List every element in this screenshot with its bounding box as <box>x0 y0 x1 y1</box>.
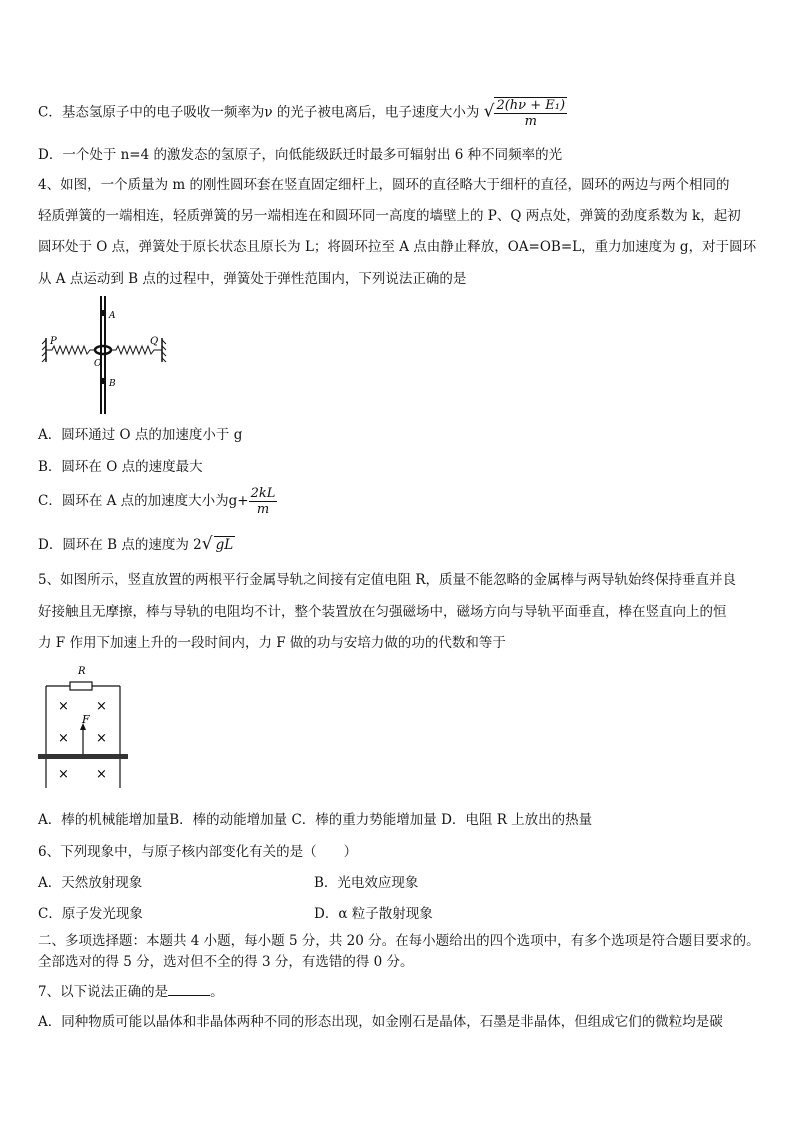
label-a: A <box>109 311 116 321</box>
svg-text:×: × <box>58 699 69 714</box>
rail-circuit-figure <box>36 666 132 790</box>
section-2-heading-line2: 全部选对的得 5 分，选对但不全的得 3 分，有选错的得 0 分。 <box>38 954 414 970</box>
question-7-stem: 7、以下说法正确的是 。 <box>38 984 224 1000</box>
question-5-options: A．棒的机械能增加量B．棒的动能增加量 C．棒的重力势能增加量 D．电阻 R 上放出的热量 <box>38 812 593 828</box>
question-4-option-d: D．圆环在 B 点的速度为 2√ gL <box>38 534 234 554</box>
question-4-stem-line2: 轻质弹簧的一端相连，轻质弹簧的另一端相连在和圆环同一高度的墙壁上的 P、Q 两点处，弹簧的劲度系数为 k，起初 <box>38 208 741 224</box>
question-6-option-d: D．α 粒子散射现象 <box>314 906 433 922</box>
label-r: R <box>78 666 86 677</box>
label-p: P <box>50 336 57 347</box>
svg-text:×: × <box>96 731 107 746</box>
question-4-stem-line1: 4、如图，一个质量为 m 的刚性圆环套在竖直固定细杆上，圆环的直径略大于细杆的直径，圆环的两边与两个相同的 <box>38 177 730 193</box>
question-6-option-b: B．光电效应现象 <box>314 875 419 891</box>
label-o: O <box>94 359 102 369</box>
question-3-option-d: D．一个处于 n=4 的激发态的氢原子，向低能级跃迁时最多可辐射出 6 种不同频率的光 <box>38 147 563 163</box>
question-5-stem-line2: 好接触且无摩擦，棒与导轨的电阻均不计，整个装置放在匀强磁场中，磁场方向与导轨平面垂直，棒在竖直向上的恒 <box>38 604 727 620</box>
label-q: Q <box>150 336 159 347</box>
section-2-heading-line1: 二、多项选择题：本题共 4 小题，每小题 5 分，共 20 分。在每小题给出的四个选项中，有多个选项是符合题目要求的。 <box>38 933 760 949</box>
question-4-option-a: A．圆环通过 O 点的加速度小于 g <box>38 427 243 443</box>
question-4-option-c: C．圆环在 A 点的加速度大小为g+ $\frac{2kL}{m}$ <box>38 486 276 517</box>
question-3-option-c: C．基态氢原子中的电子吸收一频率为ν 的光子被电离后，电子速度大小为 √ $\frac{\text{2(hν + E₁)}}{m}$ <box>38 98 566 129</box>
svg-text:×: × <box>58 767 69 782</box>
question-4-stem-line3: 圆环处于 O 点，弹簧处于原长状态且原长为 L；将圆环拉至 A 点由静止释放，OA=OB=L，重力加速度为 g，对于圆环 <box>38 239 757 255</box>
question-5-stem-line1: 5、如图所示，竖直放置的两根平行金属导轨之间接有定值电阻 R，质量不能忽略的金属棒与两导轨始终保持垂直并良 <box>38 572 737 588</box>
question-6-option-c: C．原子发光现象 <box>38 906 143 922</box>
answer-blank <box>168 983 210 996</box>
svg-text:×: × <box>58 731 69 746</box>
svg-text:×: × <box>96 767 107 782</box>
question-7-option-a: A．同种物质可能以晶体和非晶体两种不同的形态出现，如金刚石是晶体，石墨是非晶体，但组成它们的微粒均是碳 <box>38 1014 723 1030</box>
sqrt-formula: √ $\frac{\text{2(hν + E₁)}}{m}$ <box>483 98 566 129</box>
question-6-stem: 6、下列现象中，与原子核内部变化有关的是（ ） <box>38 844 358 860</box>
question-6-option-a: A．天然放射现象 <box>38 875 143 891</box>
question-4-stem-line4: 从 A 点运动到 B 点的过程中，弹簧处于弹性范围内，下列说法正确的是 <box>38 271 467 287</box>
fraction-2kl-m: $\frac{2kL}{m}$ <box>250 486 276 517</box>
svg-text:×: × <box>96 699 107 714</box>
label-b: B <box>109 379 116 389</box>
label-f: F <box>82 713 90 726</box>
question-5-stem-line3: 力 F 作用下加速上升的一段时间内，力 F 做的功与安培力做的功的代数和等于 <box>38 635 506 651</box>
question-4-option-b: B．圆环在 O 点的速度最大 <box>38 459 203 475</box>
spring-ring-figure <box>40 294 170 418</box>
